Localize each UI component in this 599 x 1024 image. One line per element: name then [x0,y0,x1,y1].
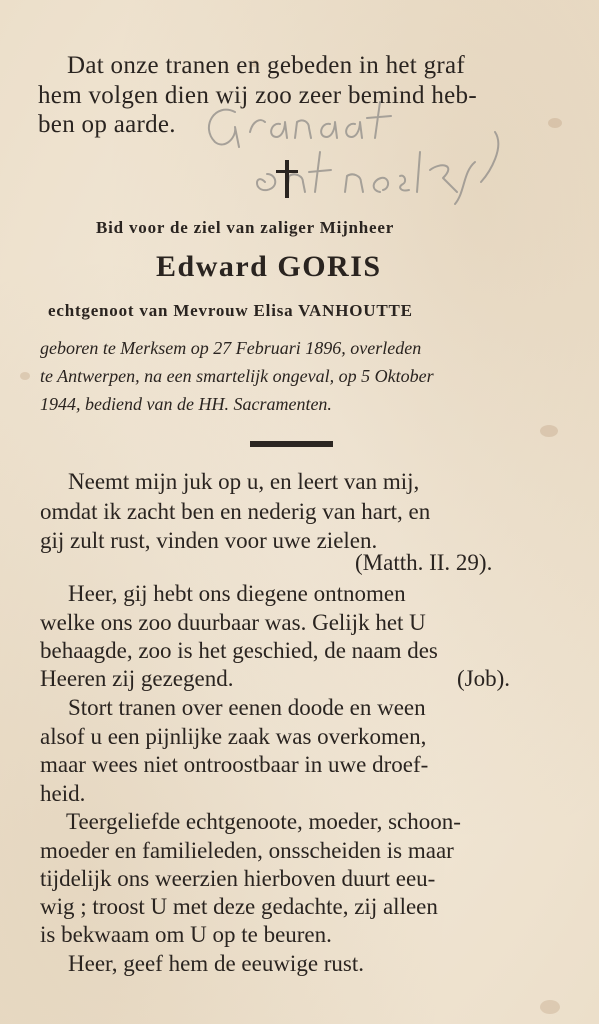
verse-line: Stort tranen over eenen doode en ween [68,695,426,720]
verse-line: heid. [40,781,86,806]
verse-line: maar wees niet ontroostbaar in uwe droef- [40,752,429,777]
divider [250,441,333,447]
verse-line: alsof u een pijnlijke zaak was overkomen, [40,724,427,749]
verse-line: moeder en familieleden, onsscheiden is maar [40,838,454,863]
handwritten-pencil-note [195,92,545,212]
verse-line: wig ; troost U met deze gedachte, zij alleen [40,894,438,919]
verse-line: behaagde, zoo is het geschied, de naam des [40,638,438,663]
verse-line: Heeren zij gezegend. [40,666,234,691]
verse-line: Heer, geef hem de eeuwige rust. [68,951,365,976]
prayer-line: Bid voor de ziel van zaliger Mijnheer [96,218,395,237]
verse-line: Heer, gij hebt ons diegene ontnomen [68,581,406,606]
verse-line: gij zult rust, vinden voor uwe zielen. [40,528,378,553]
verse-line: Neemt mijn juk op u, en leert van mij, [68,469,420,494]
birth-death-line: 1944, bediend van de HH. Sacramenten. [40,394,332,414]
stain [20,372,30,380]
birth-death-line: te Antwerpen, na een smartelijk ongeval, op 5 Oktober [40,366,434,386]
stain [540,1000,560,1014]
verse-line: is bekwaam om U op te beuren. [40,922,332,947]
stain [540,425,558,437]
verse-line: omdat ik zacht ben en nederig van hart, en [40,499,431,524]
deceased-name: Edward GORIS [156,250,382,283]
cross-icon [276,160,298,198]
verse-reference: (Job). [457,666,511,691]
intro-line: Dat onze tranen en gebeden in het graf [67,52,466,79]
birth-death-line: geboren te Merksem op 27 Februari 1896, overleden [40,338,422,358]
verse-line: welke ons zoo duurbaar was. Gelijk het U [40,610,426,635]
intro-line: hem volgen dien wij zoo zeer bemind heb- [38,82,477,109]
spouse-line: echtgenoot van Mevrouw Elisa VANHOUTTE [48,301,413,320]
intro-line: ben op aarde. [38,111,176,138]
stain [548,118,562,128]
verse-reference: (Matth. II. 29). [355,550,493,575]
verse-line: Teergeliefde echtgenoote, moeder, schoon- [66,809,461,834]
verse-line: tijdelijk ons weerzien hierboven duurt eeu- [40,866,436,891]
